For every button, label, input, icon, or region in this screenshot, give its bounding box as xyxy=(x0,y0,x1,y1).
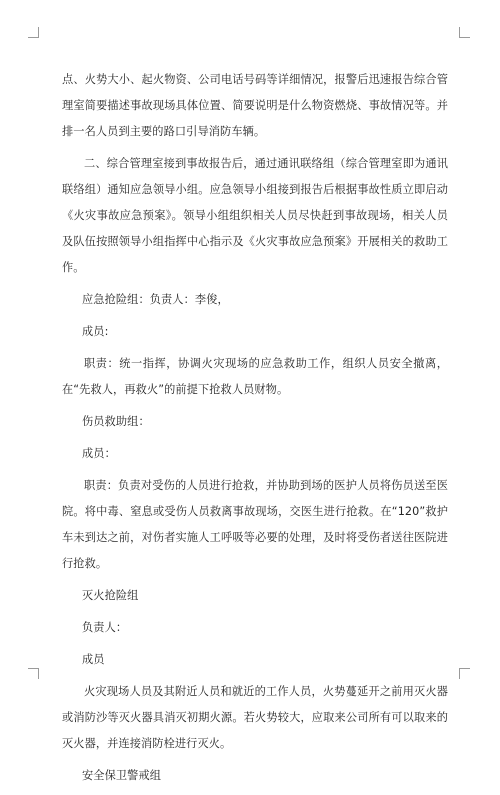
heading-security-guard-group: 安全保卫警戒组 xyxy=(82,769,162,782)
heading-casualty-rescue-group: 伤员救助组： xyxy=(82,415,150,428)
label-members: 成员 xyxy=(82,653,105,666)
paragraph-rescue-duties: 职责：统一指挥，协调火灾现场的应急救助工作，组织人员安全撤离，在“先救人，再救火”的前提下抢救人员财物。 xyxy=(62,357,448,396)
label-person-in-charge: 负责人： xyxy=(82,621,128,634)
crop-mark-top-right xyxy=(459,27,470,38)
paragraph-casualty-duties: 职责：负责对受伤的人员进行抢救，并协助到场的医护人员将伤员送至医院。将中毒、窒息或受伤人员救离事故现场，交医生进行抢救。在“120”救护车未到达之前，对伤者实施人工呼吸等必要的处理，及时将受伤者送往医院进行抢救。 xyxy=(62,479,448,570)
crop-mark-bottom-left xyxy=(28,668,39,679)
crop-mark-top-left xyxy=(28,27,39,38)
document-body xyxy=(62,67,448,795)
heading-firefighting-group: 灭火抢险组 xyxy=(82,589,139,602)
paragraph-report-details: 点、火势大小、起火物资、公司电话号码等详细情况，报警后迅速报告综合管理室简要描述事故现场具体位置、简要说明是什么物资燃烧、事故情况等。并排一名人员到主要的路口引导消防车辆。 xyxy=(62,73,448,138)
paragraph-management-office: 二、综合管理室接到事故报告后，通过通讯联络组（综合管理室即为通讯联络组）通知应急领导小组。应急领导小组接到报告后根据事故性质立即启动《火灾事故应急预案》。领导小组组织相关人员尽快赶到事故现场，相关人员及队伍按照领导小组指挥中心指示及《火灾事故应急预案》开展相关的救助工作。 xyxy=(62,157,448,274)
paragraph-firefighting-duties: 火灾现场人员及其附近人员和就近的工作人员，火势蔓延开之前用灭火器或消防沙等灭火器具消灭初期火源。若火势较大，应取来公司所有可以取来的灭火器，并连接消防栓进行灭火。 xyxy=(62,685,448,750)
heading-emergency-rescue-group: 应急抢险组：负责人：李俊， xyxy=(82,293,229,306)
label-members: 成员: xyxy=(82,325,109,338)
crop-mark-bottom-right xyxy=(459,668,470,679)
label-members: 成员： xyxy=(82,447,116,460)
